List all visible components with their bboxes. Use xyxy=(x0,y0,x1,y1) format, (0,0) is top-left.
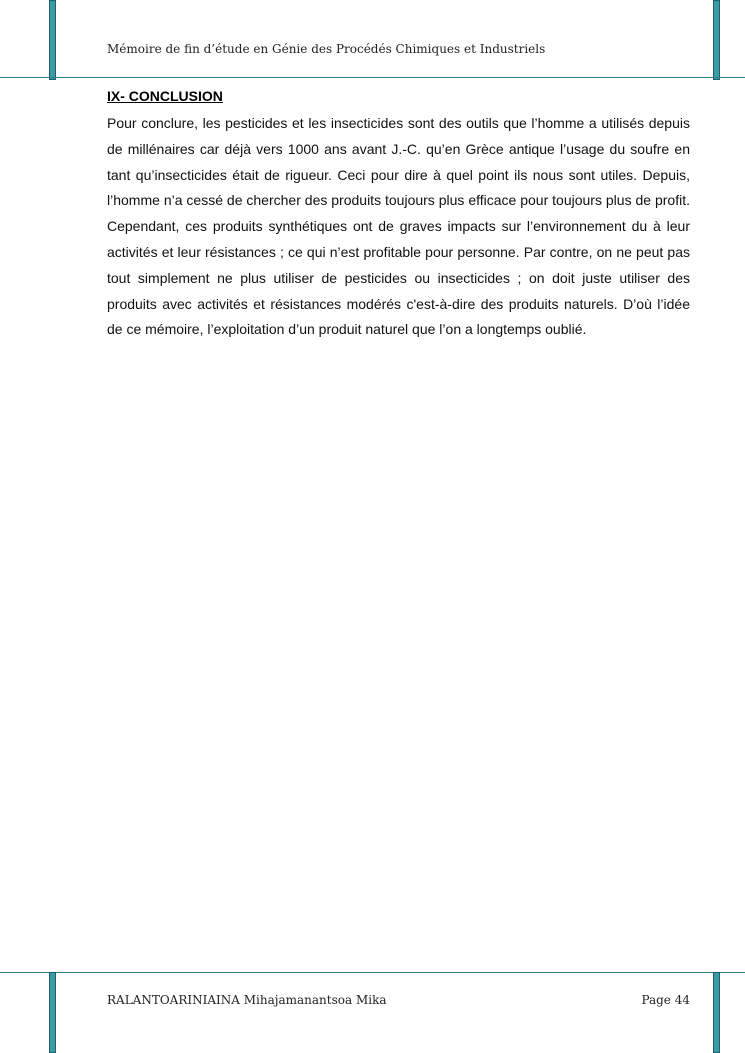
header-rule xyxy=(0,77,745,78)
conclusion-paragraph: Pour conclure, les pesticides et les insecticides sont des outils que l’homme a utilisés depuis de millénaires car déjà vers 1000 ans avant J.-C. qu’en Grèce antique l’usage du soufre en tant qu’insecticides était de rigueur. Ceci pour dire à quel point ils nous sont utiles. Depuis, l’homme n’a cessé de chercher des produits toujours plus efficace pour toujours plus de profit. Cependant, ces produits synthétiques ont de graves impacts sur l’environnement du à leur activités et leur résistances ; ce qui n’est profitable pour personne. Par contre, on ne peut pas tout simplement ne plus utiliser de pesticides ou insecticides ; on doit juste utiliser des produits avec activités et résistances modérés c'est-à-dire des produits naturels. D’où l’idée de ce mémoire, l’exploitation d’un produit naturel que l’on a longtemps oublié. xyxy=(107,115,690,338)
footer-page-number: Page 44 xyxy=(641,993,690,1007)
section-heading: IX- CONCLUSION xyxy=(107,88,223,104)
footer-right-bar xyxy=(713,972,720,1053)
footer-left-bar xyxy=(49,972,56,1053)
footer-author: RALANTOARINIAINA Mihajamanantsoa Mika xyxy=(107,993,387,1007)
header-left-bar xyxy=(49,0,56,80)
page-content xyxy=(107,88,690,343)
footer-rule xyxy=(0,972,745,973)
header-right-bar xyxy=(713,0,720,80)
header-title: Mémoire de fin d’étude en Génie des Procédés Chimiques et Industriels xyxy=(107,42,546,56)
